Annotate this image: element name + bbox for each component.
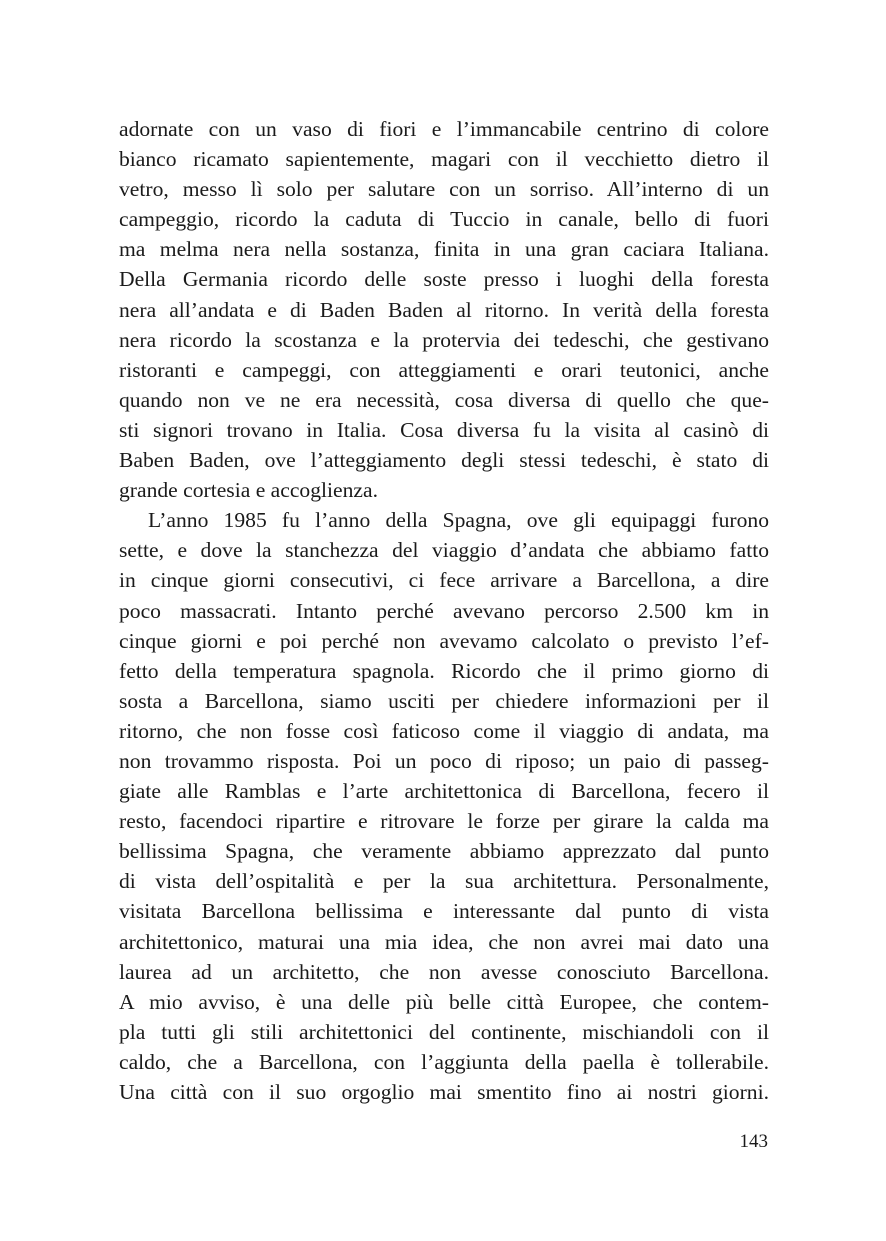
text-line: di vista dell’ospitalità e per la sua architettura. Personalmente, bbox=[119, 869, 769, 894]
text-line: resto, facendoci ripartire e ritrovare le forze per girare la calda ma bbox=[119, 809, 769, 834]
text-line: non trovammo risposta. Poi un poco di riposo; un paio di passeg- bbox=[119, 748, 769, 773]
text-line: ritorno, che non fosse così faticoso come il viaggio di andata, ma bbox=[119, 718, 769, 743]
text-line: fetto della temperatura spagnola. Ricordo che il primo giorno di bbox=[119, 658, 769, 683]
paragraph-1 bbox=[119, 114, 769, 505]
text-line: Una città con il suo orgoglio mai smentito fino ai nostri giorni. bbox=[119, 1080, 769, 1104]
text-line: ma melma nera nella sostanza, finita in una gran caciara Italiana. bbox=[119, 237, 769, 262]
text-line: in cinque giorni consecutivi, ci fece arrivare a Barcellona, a dire bbox=[119, 568, 769, 593]
text-line: adornate con un vaso di fiori e l’immancabile centrino di colore bbox=[119, 117, 769, 141]
text-line: bellissima Spagna, che veramente abbiamo apprezzato dal punto bbox=[119, 839, 769, 864]
text-line: nera ricordo la scostanza e la protervia dei tedeschi, che gestivano bbox=[119, 327, 769, 352]
text-line: architettonico, maturai una mia idea, che non avrei mai dato una bbox=[119, 929, 769, 954]
text-line: cinque giorni e poi perché non avevamo calcolato o previsto l’ef- bbox=[119, 628, 769, 653]
text-line: poco massacrati. Intanto perché avevano percorso 2.500 km in bbox=[119, 598, 769, 623]
text-line: nera all’andata e di Baden Baden al ritorno. In verità della foresta bbox=[119, 297, 769, 322]
text-line: campeggio, ricordo la caduta di Tuccio in canale, bello di fuori bbox=[119, 207, 769, 232]
text-line: quando non ve ne era necessità, cosa diversa di quello che que- bbox=[119, 387, 769, 412]
text-line: vetro, messo lì solo per salutare con un sorriso. All’interno di un bbox=[119, 177, 769, 202]
text-line: L’anno 1985 fu l’anno della Spagna, ove gli equipaggi furono bbox=[148, 508, 769, 533]
text-line: caldo, che a Barcellona, con l’aggiunta della paella è tollerabile. bbox=[119, 1049, 769, 1074]
text-line: visitata Barcellona bellissima e interessante dal punto di vista bbox=[119, 899, 769, 924]
page-number: 143 bbox=[739, 1131, 768, 1152]
text-line: A mio avviso, è una delle più belle città Europee, che contem- bbox=[119, 989, 769, 1014]
text-line: Baben Baden, ove l’atteggiamento degli stessi tedeschi, è stato di bbox=[119, 448, 769, 473]
text-line: sti signori trovano in Italia. Cosa diversa fu la visita al casinò di bbox=[119, 417, 769, 442]
text-line: Della Germania ricordo delle soste presso i luoghi della foresta bbox=[119, 267, 769, 292]
text-line: bianco ricamato sapientemente, magari con il vecchietto dietro il bbox=[119, 147, 769, 172]
text-line: laurea ad un architetto, che non avesse conosciuto Barcellona. bbox=[119, 959, 769, 984]
paragraph-2 bbox=[119, 505, 769, 1107]
text-line: grande cortesia e accoglienza. bbox=[119, 478, 378, 503]
text-line: pla tutti gli stili architettonici del continente, mischiandoli con il bbox=[119, 1019, 769, 1044]
text-line: giate alle Ramblas e l’arte architettonica di Barcellona, fecero il bbox=[119, 779, 769, 804]
body-text bbox=[119, 114, 769, 1107]
text-line: ristoranti e campeggi, con atteggiamenti e orari teutonici, anche bbox=[119, 357, 769, 382]
text-line: sette, e dove la stanchezza del viaggio d’andata che abbiamo fatto bbox=[119, 538, 769, 563]
text-line: sosta a Barcellona, siamo usciti per chiedere informazioni per il bbox=[119, 688, 769, 713]
